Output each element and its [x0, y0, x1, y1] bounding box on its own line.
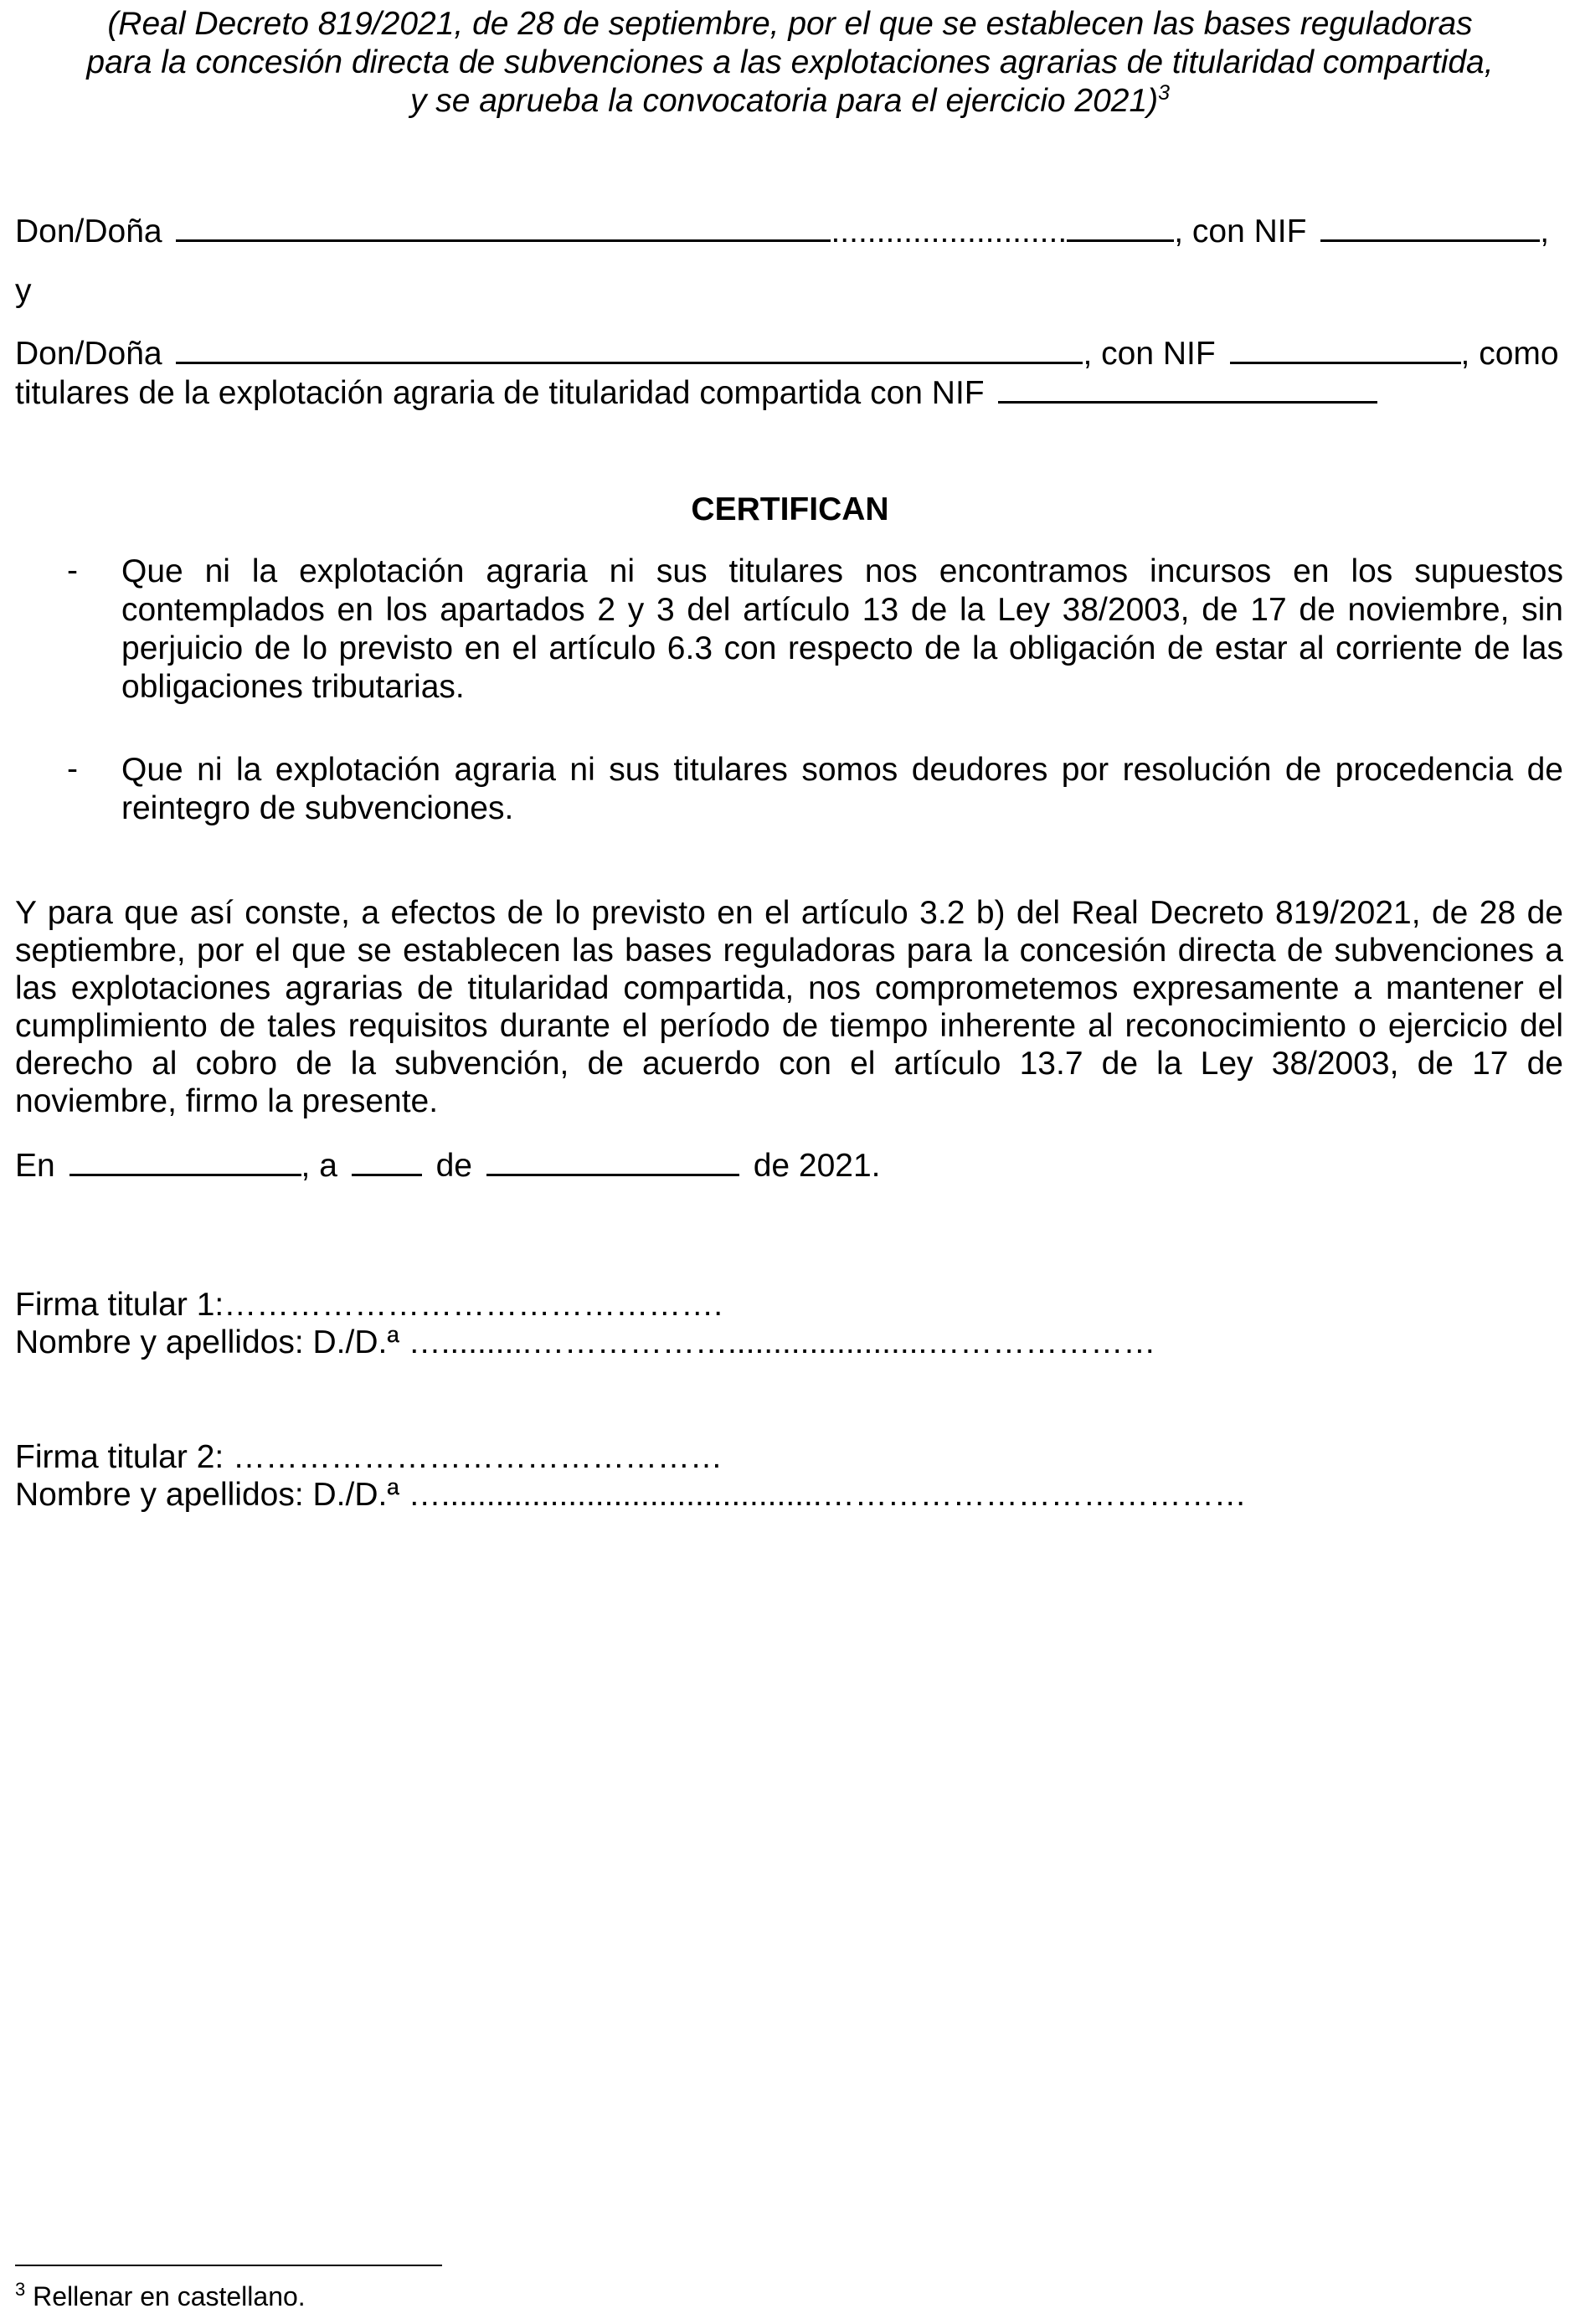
- party2-label: Don/Doña: [15, 336, 162, 372]
- bullet-2-text: Que ni la explotación agraria ni sus titulares somos deudores por resolución de procedencia de reintegro de subvenciones.: [121, 752, 1563, 826]
- party1-dots: ..........................: [831, 213, 1068, 249]
- month-field[interactable]: [486, 1145, 739, 1176]
- closing-paragraph: Y para que así conste, a efectos de lo previsto en el artículo 3.2 b) del Real Decreto 819/2021, de 28 de septiembre, por el que se establecen las bases reguladoras para la concesión directa de subvenciones a las explotaciones agrarias de titularidad compartida, nos comprometemos expresamente a mantener el cumplimiento de tales requisitos durante el período de tiempo inherente al reconocimiento o ejercicio del derecho al cobro de la subvención, de acuerdo con el artículo 13.7 de la Ley 38/2003, de 17 de noviembre, firmo la presente.: [15, 895, 1563, 1119]
- day-field[interactable]: [352, 1145, 422, 1176]
- footnote: [15, 2281, 306, 2312]
- shared-farm-label: titulares de la explotación agraria de titularidad compartida con NIF: [15, 375, 985, 411]
- party2-line-2: [15, 373, 1377, 412]
- footnote-text: Rellenar en castellano.: [33, 2281, 306, 2311]
- bullet-1-text: Que ni la explotación agraria ni sus titulares nos encontramos incursos en los supuestos contemplados en los apartados 2 y 3 del artículo 13 de la Ley 38/2003, de 17 de noviembre, sin perjuicio de lo previsto en el artículo 6.3 con respecto de la obligación de estar al corriente de las obligaciones tributarias.: [121, 553, 1563, 705]
- header-line-1: (Real Decreto 819/2021, de 28 de septiembre, por el que se establecen las bases reguladoras: [107, 6, 1473, 42]
- party1-line: [15, 211, 1549, 250]
- place-date-a: , a: [301, 1148, 337, 1184]
- place-date-line: [15, 1145, 881, 1185]
- party1-nif-field[interactable]: [1320, 211, 1540, 242]
- place-date-en: En: [15, 1148, 55, 1184]
- header-line-3: [0, 82, 1580, 121]
- certifican-heading: CERTIFICAN: [691, 491, 889, 527]
- party1-name-field[interactable]: [176, 211, 831, 242]
- party2-name-field[interactable]: [176, 333, 1083, 364]
- signature-1-nombre: Nombre y apellidos: D./D.ª …..........………………......................…………………: [15, 1324, 1156, 1360]
- party2-end: , como: [1460, 336, 1559, 372]
- party2-line: [15, 333, 1559, 373]
- signature-2-firma: Firma titular 2: ………………………………………: [15, 1439, 723, 1475]
- signature-2-nombre: Nombre y apellidos: D./D.ª …..........................................…………………………………: [15, 1477, 1247, 1513]
- party1-end: ,: [1540, 213, 1550, 249]
- place-date-year: de 2021.: [753, 1148, 881, 1184]
- footnote-number: 3: [15, 2279, 26, 2300]
- document-header: [0, 5, 1580, 121]
- bullet-1-dash: -: [67, 553, 78, 589]
- bullet-2-dash: -: [67, 751, 78, 787]
- place-field[interactable]: [69, 1145, 301, 1176]
- footnote-reference: 3: [1158, 81, 1171, 105]
- party1-nif-label: , con NIF: [1174, 213, 1307, 249]
- header-line-2: para la concesión directa de subvenciones a las explotaciones agrarias de titularidad compartida,: [86, 44, 1494, 80]
- footnote-separator: [15, 2265, 442, 2266]
- party2-nif-label: , con NIF: [1083, 336, 1216, 372]
- farm-nif-field[interactable]: [998, 373, 1377, 404]
- conjunction: y: [15, 273, 32, 309]
- party1-name-field-extension[interactable]: [1067, 211, 1174, 242]
- party2-nif-field[interactable]: [1230, 333, 1461, 364]
- header-line-3-text: y se aprueba la convocatoria para el ejercicio 2021): [409, 83, 1159, 119]
- place-date-de: de: [435, 1148, 472, 1184]
- signature-1-firma: Firma titular 1:……………………………………….: [15, 1287, 723, 1323]
- party1-label: Don/Doña: [15, 213, 162, 249]
